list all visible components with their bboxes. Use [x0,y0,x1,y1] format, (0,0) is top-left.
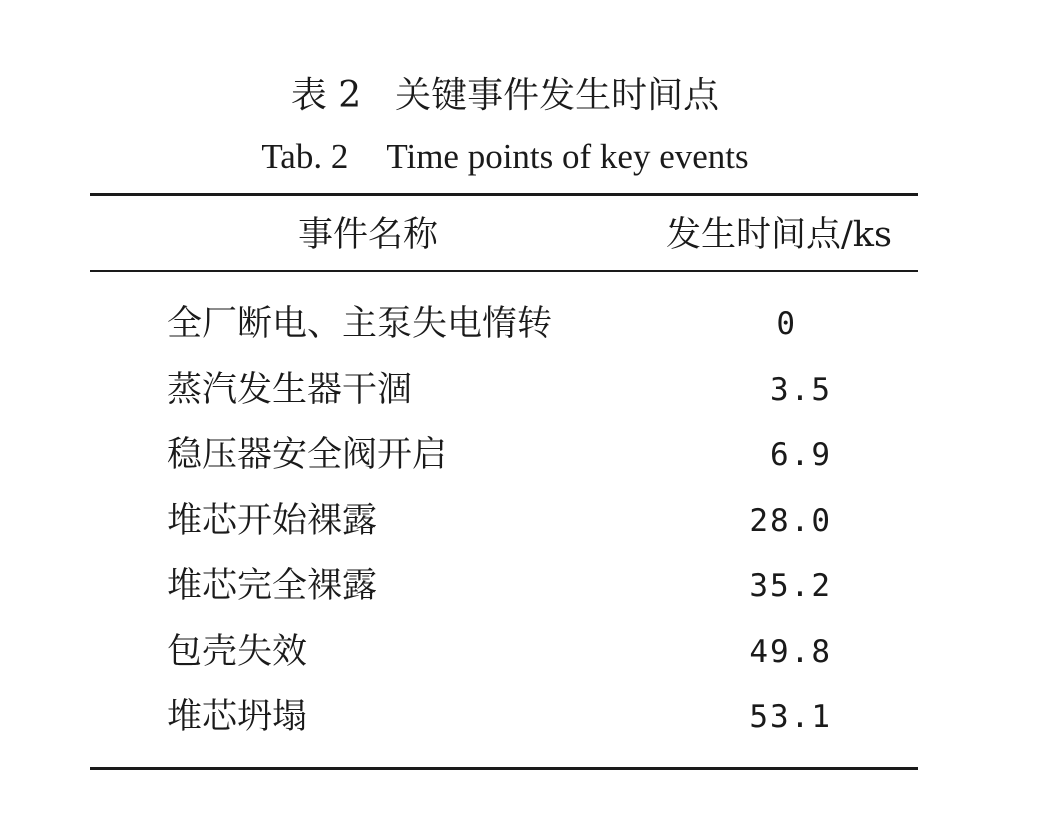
time-point-cell: 6.9 [770,437,832,473]
time-point-cell: 49.8 [749,633,832,670]
time-point-cell: 28.0 [749,502,832,539]
event-name-cell: 堆芯开始裸露 [167,500,378,541]
time-point-cell: 53.1 [749,699,832,735]
table-row [0,561,1037,627]
table-row [0,430,1037,496]
caption-cn-title: 关键事件发生时间点 [395,75,720,116]
table-row [0,496,1037,562]
header-event-name: 事件名称 [298,215,439,255]
event-name-cell: 堆芯坍塌 [167,697,308,737]
time-point-cell: 3.5 [770,371,832,408]
event-name-cell: 堆芯完全裸露 [167,566,378,606]
table-body [0,299,1037,758]
table-caption-chinese [0,70,1010,122]
table-header-rule [90,270,918,272]
caption-en-number: Tab. 2 [261,137,349,176]
event-name-cell: 全厂断电、主泵失电惰转 [167,304,553,344]
time-point-cell: 35.2 [749,568,832,604]
time-point-cell: 0 [776,306,797,342]
table-row [0,627,1037,693]
event-name-cell: 稳压器安全阀开启 [167,435,448,475]
table-top-rule [90,193,918,196]
table-row [0,299,1037,365]
event-name-cell: 包壳失效 [167,631,308,672]
table-bottom-rule [90,767,918,770]
table-caption-english [0,132,1010,182]
table-row [0,692,1037,758]
event-name-cell: 蒸汽发生器干涸 [167,369,413,410]
header-time-point: 发生时间点/ks [666,215,892,255]
table-row [0,365,1037,431]
caption-en-title: Time points of key events [386,137,749,176]
caption-cn-number: 表 2 [290,75,362,116]
